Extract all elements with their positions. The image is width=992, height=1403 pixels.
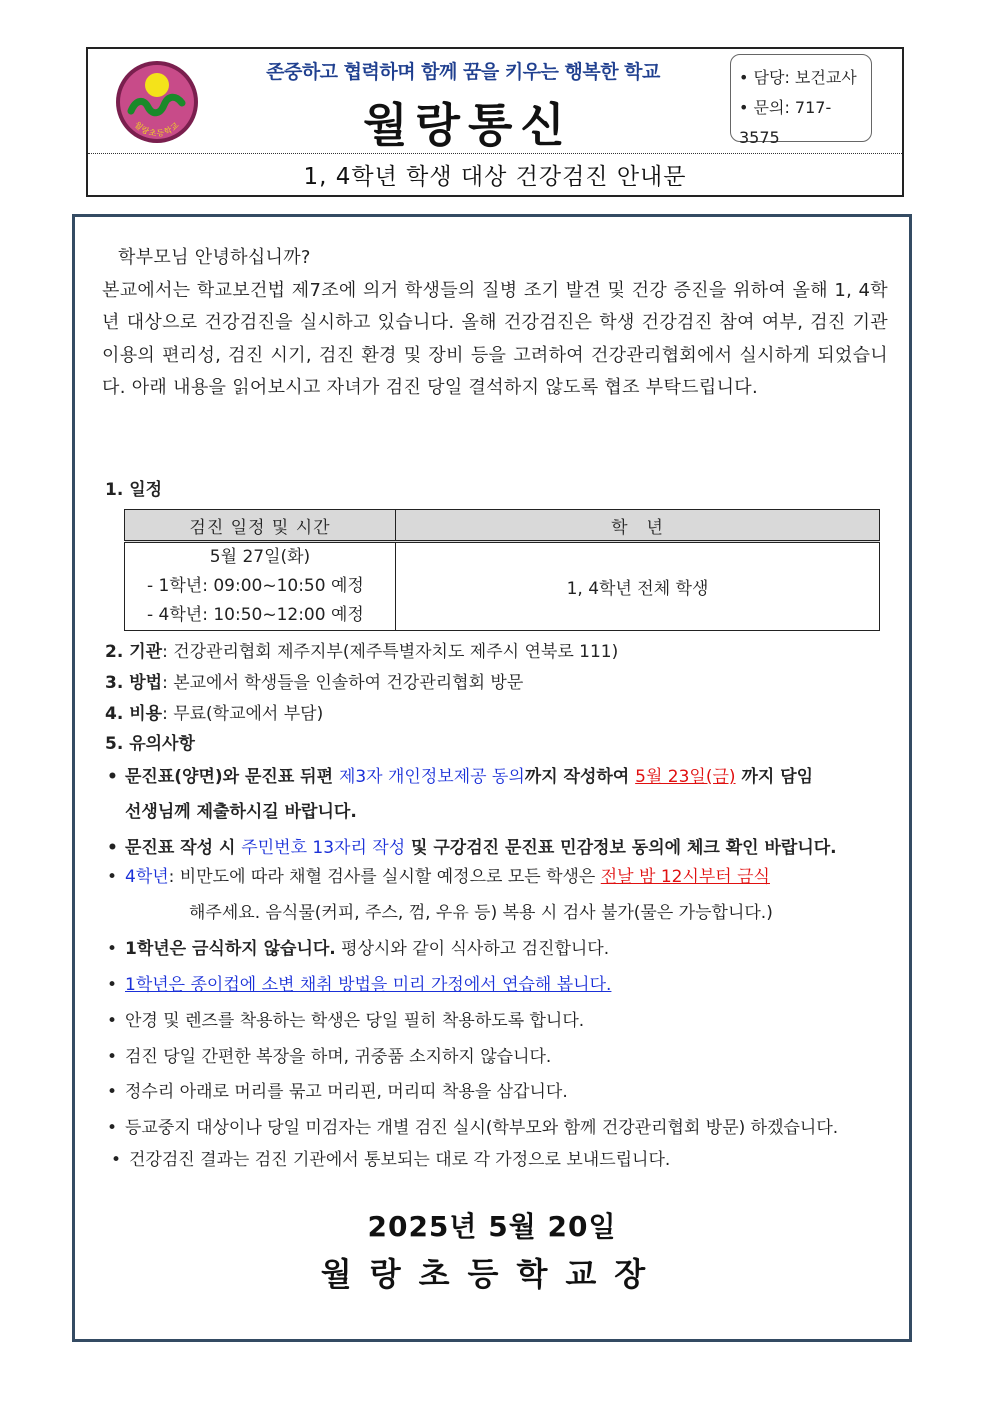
- contact-box: [730, 54, 872, 147]
- note-item-6: • 안경 및 렌즈를 착용하는 학생은 당일 필히 착용하도록 합니다.: [107, 1011, 585, 1031]
- table-cell-schedule: [125, 542, 396, 631]
- school-motto: 존중하고 협력하며 함께 꿈을 키우는 행복한 학교: [266, 61, 660, 83]
- cost-line: 4. 비용: 무료(학교에서 부담): [105, 704, 324, 724]
- note-item-1-cont: 선생님께 제출하시길 바랍니다.: [125, 802, 357, 822]
- note-item-1: • 문진표(양면)와 문진표 뒤편 제3자 개인정보제공 동의까지 작성하여 5월 23일(금) 까지 담임: [107, 767, 814, 787]
- notice-date: 2025년 5월 20일: [367, 1210, 617, 1243]
- newsletter-header: [86, 47, 904, 197]
- principal-signature: 월랑초등학교장: [320, 1255, 664, 1293]
- newsletter-title: 월랑통신: [363, 98, 573, 152]
- note-item-3: • 4학년: 비만도에 따라 채혈 검사를 실시할 예정으로 모든 학생은 전날 밤 12시부터 금식: [107, 867, 770, 887]
- note-item-9: • 등교중지 대상이나 당일 미검자는 개별 검진 실시(학부모와 함께 건강관리협회 방문) 하겠습니다.: [107, 1118, 839, 1138]
- note-item-8: • 정수리 아래로 머리를 묶고 머리핀, 머리띠 착용을 삼갑니다.: [107, 1082, 568, 1102]
- note-item-3-cont: 해주세요. 음식물(커피, 주스, 껌, 우유 등) 복용 시 검사 불가(물은 가능합니다.): [189, 903, 773, 923]
- table-header-grade: 학 년: [396, 510, 880, 542]
- note-item-4: • 1학년은 금식하지 않습니다. 평상시와 같이 식사하고 검진합니다.: [107, 939, 610, 959]
- table-cell-grades: 1, 4학년 전체 학생: [396, 542, 880, 631]
- schedule-time-grade1: - 1학년: 09:00~10:50 예정: [147, 576, 364, 596]
- greeting: 학부모님 안녕하십니까?: [118, 247, 311, 268]
- note-item-5: • 1학년은 종이컵에 소변 채취 방법을 미리 가정에서 연습해 봅니다.: [107, 975, 612, 995]
- intro-text: 본교에서는 학교보건법 제7조에 의거 학생들의 질병 조기 발견 및 건강 증진을 위하여 올해 1, 4학년 대상으로 건강검진을 실시하고 있습니다. 올해 건강검진은 학생 건강검진 참여 여부, 검진 기관 이용의 편리성, 검진 시기, 검진 환경 및 장비 등을 고려하여 건강관리협회에서 실시하게 되었습니다. 아래 내용을 읽어보시고 자녀가 검진 당일 결석하지 않도록 협조 부탁드립니다.: [102, 279, 888, 398]
- note-item-2: • 문진표 작성 시 주민번호 13자리 작성 및 구강검진 문진표 민감정보 동의에 체크 확인 바랍니다.: [107, 838, 837, 858]
- schedule-table: [124, 509, 880, 631]
- contact-phone: • 문의: 717-3575: [739, 98, 832, 147]
- intro-paragraph: [102, 242, 888, 405]
- schedule-date: 5월 27일(화): [209, 547, 311, 567]
- logo-text: 월랑초등학교: [132, 120, 182, 139]
- dotted-divider: [88, 153, 902, 154]
- notes-heading: 5. 유의사항: [105, 734, 195, 754]
- schedule-heading: 1. 일정: [105, 480, 163, 500]
- notice-body: [72, 214, 912, 1342]
- method-line: 3. 방법: 본교에서 학생들을 인솔하여 건강관리협회 방문: [105, 673, 524, 693]
- note-item-7: • 검진 당일 간편한 복장을 하며, 귀중품 소지하지 않습니다.: [107, 1047, 552, 1067]
- note-item-10: • 건강검진 결과는 검진 기관에서 통보되는 대로 각 가정으로 보내드립니다.: [111, 1150, 671, 1170]
- schedule-time-grade4: - 4학년: 10:50~12:00 예정: [147, 605, 364, 625]
- notice-subtitle: 1, 4학년 학생 대상 건강검진 안내문: [303, 164, 687, 190]
- institution-line: 2. 기관: 건강관리협회 제주지부(제주특별자치도 제주시 연북로 111): [105, 642, 619, 662]
- contact-person: • 담당: 보건교사: [739, 68, 857, 87]
- table-header-schedule: 검진 일정 및 시간: [125, 510, 396, 542]
- school-logo-icon: [114, 59, 200, 145]
